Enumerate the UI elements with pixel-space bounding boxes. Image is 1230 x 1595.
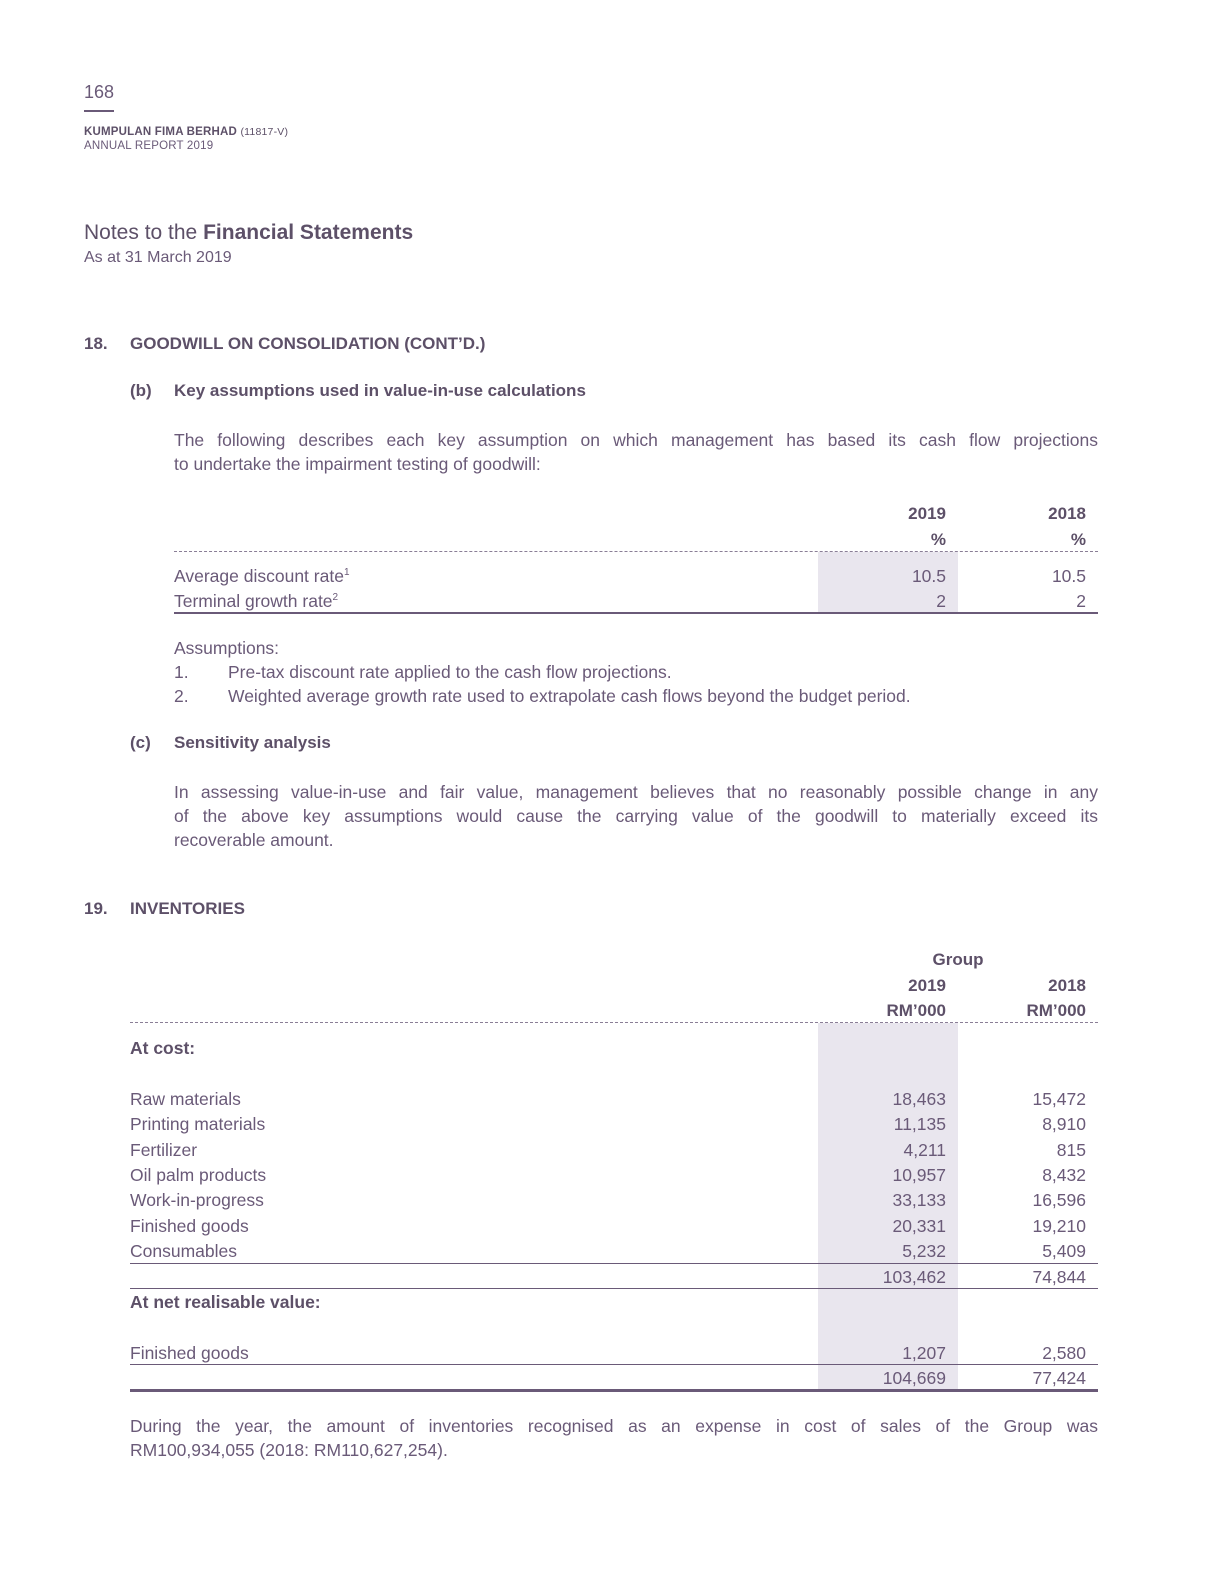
subsection-b-intro-line1: The following describes each key assumption on which management has based its cash flow projections	[174, 430, 1098, 450]
assumption-number: 2.	[174, 686, 189, 706]
table-b-cell: 2	[936, 591, 946, 611]
subsection-c-line3: recoverable amount.	[174, 830, 334, 850]
section-18-title: GOODWILL ON CONSOLIDATION (CONT’D.)	[130, 334, 486, 353]
table-19-cell: 11,135	[893, 1114, 946, 1134]
page-subtitle: As at 31 March 2019	[84, 249, 232, 266]
table-19-row-label: Oil palm products	[130, 1165, 267, 1185]
table-b-cell: 2	[1076, 591, 1086, 611]
table-b-row-label	[174, 591, 338, 612]
table-b-row-label	[174, 566, 350, 587]
subsection-b-title: Key assumptions used in value-in-use calculations	[174, 381, 586, 400]
table-b-row-label-text: Terminal growth rate	[174, 591, 333, 611]
table-19-row-label: Consumables	[130, 1241, 237, 1261]
table-b-cell: 10.5	[911, 566, 946, 586]
table-19-row-label: Fertilizer	[130, 1140, 198, 1160]
assumptions-heading: Assumptions:	[174, 638, 280, 658]
section-19-title: INVENTORIES	[130, 899, 245, 918]
table-19-bottom-rule	[130, 1389, 1098, 1392]
subsection-b-letter: (b)	[130, 381, 152, 400]
table-19-cell: 16,596	[1032, 1190, 1086, 1210]
table-b-header-divider	[174, 551, 1098, 552]
table-19-cell: 1,207	[902, 1343, 946, 1363]
table-19-cell: 19,210	[1032, 1216, 1086, 1236]
table-19-cell: 5,409	[1042, 1241, 1086, 1261]
table-19-cell: 18,463	[892, 1089, 946, 1109]
table-19-total-2019: 104,669	[882, 1368, 946, 1388]
table-b-row-footnote: 2	[332, 592, 339, 604]
section-19-number: 19.	[84, 899, 108, 918]
table-19-year-2019: 2019	[908, 976, 946, 995]
table-19-row-label: Finished goods	[130, 1216, 249, 1236]
table-19-year-2018: 2018	[1048, 976, 1086, 995]
table-19-cell: 815	[1056, 1140, 1086, 1160]
page-title-bold: Financial Statements	[203, 221, 414, 244]
page-number: 168	[84, 82, 115, 102]
subsection-c-letter: (c)	[130, 733, 151, 752]
inventories-note-line2: RM100,934,055 (2018: RM110,627,254).	[130, 1440, 448, 1460]
table-19-row-label: Raw materials	[130, 1089, 241, 1109]
table-19-nrv-label: At net realisable value:	[130, 1292, 321, 1312]
subsection-c-line1: In assessing value-in-use and fair value, management believes that no reasonably possible change in any	[174, 782, 1098, 802]
subsection-b-intro-line2: to undertake the impairment testing of goodwill:	[174, 454, 541, 474]
table-19-total-rule	[130, 1364, 1098, 1365]
table-19-cell: 10,957	[892, 1165, 946, 1185]
assumption-text: Pre-tax discount rate applied to the cash flow projections.	[228, 662, 672, 682]
table-19-group-label: Group	[932, 950, 984, 969]
table-19-cell: 2,580	[1042, 1343, 1086, 1363]
company-name-text: KUMPULAN FIMA BERHAD	[84, 126, 238, 138]
table-b-bottom-rule	[174, 612, 1098, 614]
table-19-row-label: Work-in-progress	[130, 1190, 264, 1210]
table-19-at-cost-label: At cost:	[130, 1038, 196, 1058]
inventories-note-line1: During the year, the amount of inventories recognised as an expense in cost of sales of the Group was	[130, 1416, 1098, 1436]
subsection-c-line2: of the above key assumptions would cause the carrying value of the goodwill to materially exceed its	[174, 806, 1098, 826]
table-b-cell: 10.5	[1051, 566, 1086, 586]
table-19-cell: 33,133	[892, 1190, 946, 1210]
company-reg: (11817-V)	[240, 126, 289, 138]
company-name	[84, 126, 288, 138]
table-b-row-footnote: 1	[343, 567, 350, 579]
assumption-text: Weighted average growth rate used to extrapolate cash flows beyond the budget period.	[228, 686, 911, 706]
table-19-subtotal-2019: 103,462	[882, 1267, 946, 1287]
table-19-unit-2019: RM’000	[886, 1001, 946, 1020]
table-b-unit-2019: %	[930, 530, 946, 549]
table-19-cell: 8,910	[1042, 1114, 1086, 1134]
table-19-header-divider	[130, 1022, 1098, 1023]
table-b-unit-2018: %	[1070, 530, 1086, 549]
section-18-number: 18.	[84, 334, 108, 353]
page-title-light: Notes to the	[84, 221, 198, 244]
table-19-cell: 15,472	[1032, 1089, 1086, 1109]
table-19-row-label: Finished goods	[130, 1343, 249, 1363]
table-b-year-2019: 2019	[908, 504, 946, 523]
table-19-unit-2018: RM’000	[1026, 1001, 1086, 1020]
table-19-row-label: Printing materials	[130, 1114, 266, 1134]
assumption-number: 1.	[174, 662, 189, 682]
table-19-cell: 5,232	[902, 1241, 946, 1261]
table-19-cell: 4,211	[903, 1140, 946, 1160]
page-number-rule	[84, 110, 114, 112]
report-name: ANNUAL REPORT 2019	[84, 140, 214, 152]
table-19-subtotal-rule	[130, 1263, 1098, 1264]
page-title	[84, 221, 413, 245]
table-19-cell: 8,432	[1042, 1165, 1086, 1185]
table-b-year-2018: 2018	[1048, 504, 1086, 523]
subsection-c-title: Sensitivity analysis	[174, 733, 331, 752]
table-19-subtotal-bottom-rule	[130, 1288, 1098, 1289]
table-19-cell: 20,331	[892, 1216, 946, 1236]
table-19-subtotal-2018: 74,844	[1032, 1267, 1086, 1287]
table-b-row-label-text: Average discount rate	[174, 566, 344, 586]
table-19-total-2018: 77,424	[1032, 1368, 1086, 1388]
